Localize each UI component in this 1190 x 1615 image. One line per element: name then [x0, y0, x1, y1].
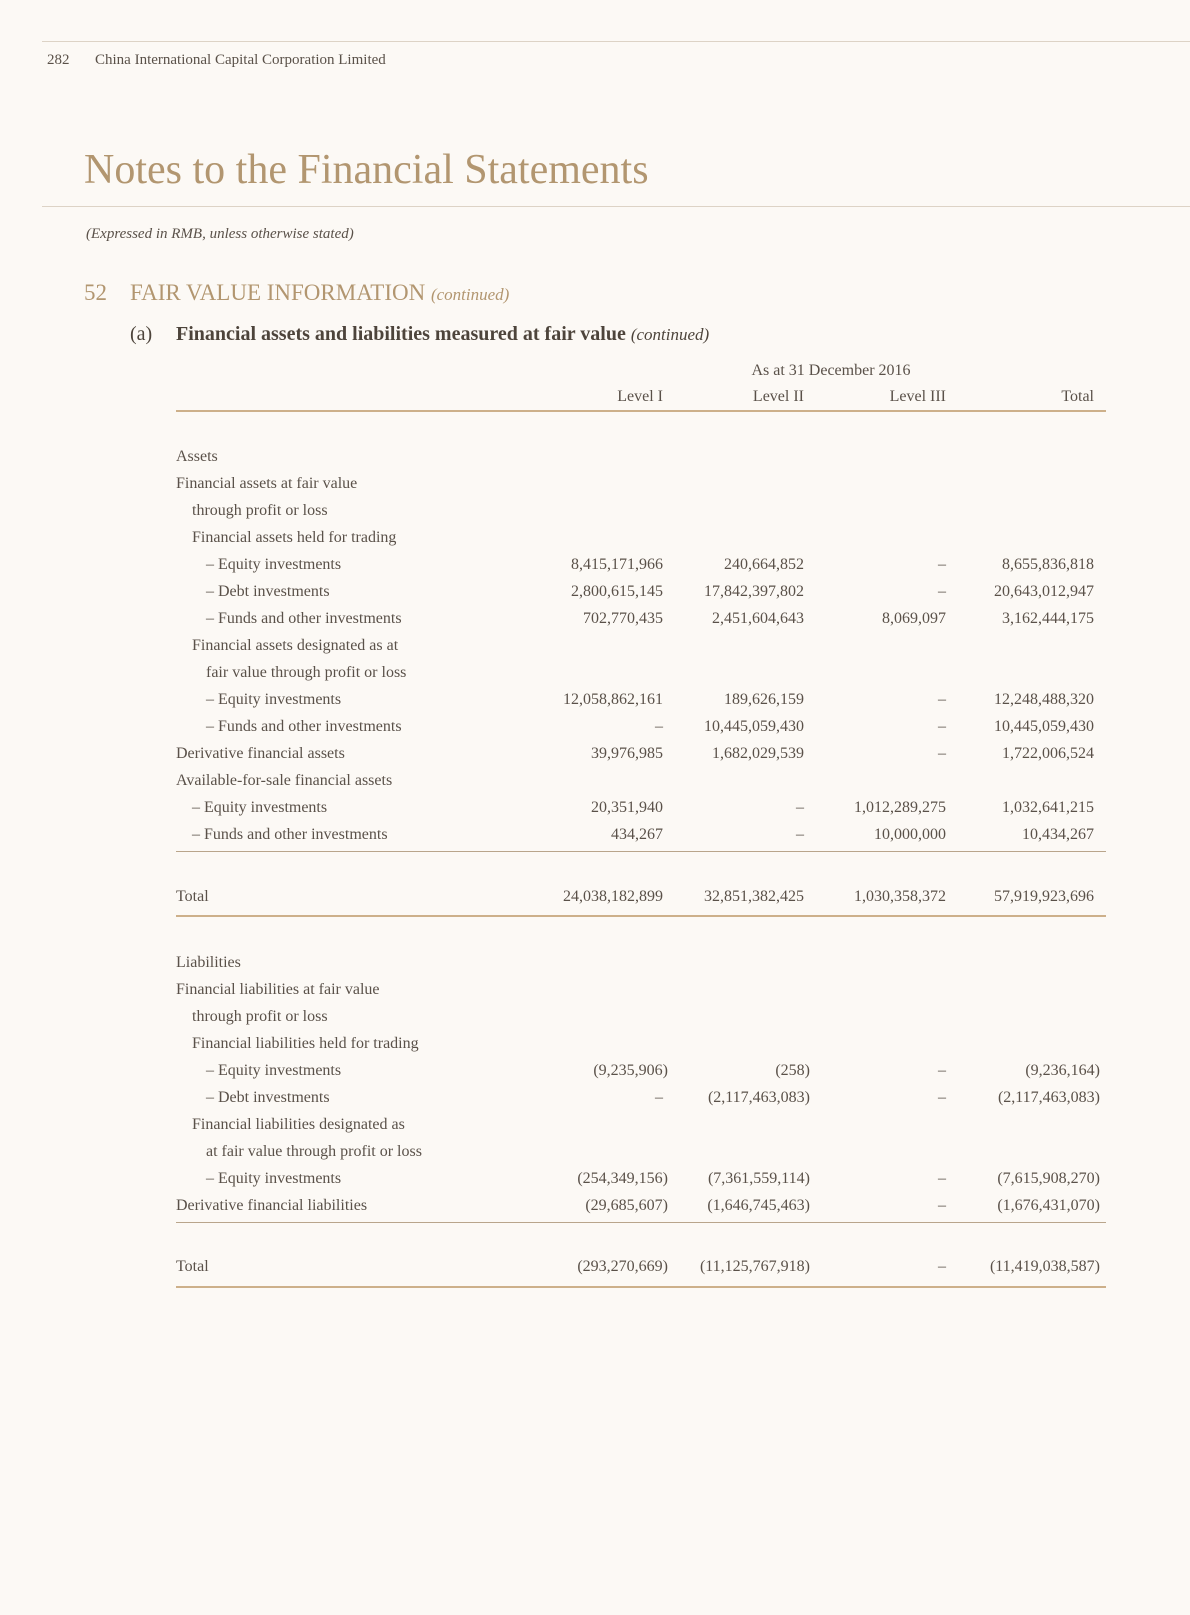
row-label: Derivative financial liabilities — [176, 1197, 368, 1214]
table-row — [176, 981, 1106, 1003]
row-label: Financial assets held for trading — [192, 529, 397, 546]
cell-level2: 17,842,397,802 — [704, 583, 804, 600]
table-row — [176, 1062, 1106, 1084]
table-row — [176, 826, 1106, 848]
table-row — [176, 799, 1106, 821]
cell-level2: – — [796, 826, 804, 843]
assets-heading: Assets — [176, 448, 218, 465]
table-row — [176, 637, 1106, 659]
cell-level2: 32,851,382,425 — [704, 888, 804, 905]
cell-total: 8,655,836,818 — [1002, 556, 1094, 573]
cell-level1: 39,976,985 — [591, 745, 663, 762]
cell-level1: – — [655, 718, 663, 735]
cell-level3: – — [938, 1197, 946, 1214]
subsection-continued: (continued) — [630, 325, 710, 344]
cell-total: (7,615,908,270) — [997, 1170, 1100, 1187]
table-row — [176, 1170, 1106, 1192]
cell-level3: 1,012,289,275 — [854, 799, 946, 816]
subsection-title: Financial assets and liabilities measured at fair value — [176, 323, 626, 345]
table-row — [176, 556, 1106, 578]
cell-level3: – — [938, 1062, 946, 1079]
cell-level1: 2,800,615,145 — [571, 583, 663, 600]
cell-level2: 2,451,604,643 — [712, 610, 804, 627]
cell-level3: – — [938, 1170, 946, 1187]
cell-total: 57,919,923,696 — [994, 888, 1094, 905]
table-row — [176, 610, 1106, 632]
header-underline — [176, 410, 1106, 412]
currency-note: (Expressed in RMB, unless otherwise stated) — [86, 226, 354, 242]
section-continued: (continued) — [430, 285, 510, 304]
cell-level2: (1,646,745,463) — [707, 1197, 810, 1214]
liabilities-heading-row — [176, 954, 1106, 976]
column-headers — [176, 388, 1106, 408]
row-label: through profit or loss — [192, 502, 328, 519]
table-row — [176, 502, 1106, 524]
table-row — [176, 1035, 1106, 1057]
running-header — [47, 52, 386, 69]
total-underline — [176, 915, 1106, 917]
row-label: through profit or loss — [192, 1008, 328, 1025]
row-label: – Funds and other investments — [206, 610, 402, 627]
table-row — [176, 664, 1106, 686]
page-title: Notes to the Financial Statements — [84, 147, 649, 193]
cell-total: (2,117,463,083) — [997, 1089, 1100, 1106]
row-label: at fair value through profit or loss — [206, 1143, 422, 1160]
row-label: Financial liabilities at fair value — [176, 981, 380, 998]
liabilities-total-row — [176, 1258, 1106, 1280]
cell-level3: – — [938, 556, 946, 573]
cell-level1: (254,349,156) — [577, 1170, 668, 1187]
cell-level3: – — [938, 718, 946, 735]
cell-level1: 434,267 — [611, 826, 663, 843]
subsection-label: (a) — [130, 323, 153, 345]
table-row — [176, 1089, 1106, 1111]
cell-level2: 189,626,159 — [724, 691, 804, 708]
company-name: China International Capital Corporation Limited — [95, 52, 386, 68]
subtotal-rule — [176, 1222, 1106, 1223]
cell-total: 20,643,012,947 — [994, 583, 1094, 600]
cell-level1: (293,270,669) — [577, 1258, 668, 1275]
row-label: Total — [176, 888, 209, 905]
cell-total: 1,032,641,215 — [1002, 799, 1094, 816]
cell-level2: 240,664,852 — [724, 556, 804, 573]
cell-total: (1,676,431,070) — [997, 1197, 1100, 1214]
cell-level2: (7,361,559,114) — [707, 1170, 810, 1187]
cell-total: 1,722,006,524 — [1002, 745, 1094, 762]
cell-level3: 8,069,097 — [882, 610, 946, 627]
col-header-total: Total — [1061, 388, 1094, 405]
header-rule — [42, 41, 1190, 42]
table-row — [176, 1116, 1106, 1138]
row-label: Financial liabilities designated as — [192, 1116, 405, 1133]
row-label: – Equity investments — [206, 1062, 342, 1079]
cell-total: (11,419,038,587) — [989, 1258, 1100, 1275]
row-label: – Debt investments — [206, 583, 330, 600]
section-number: 52 — [84, 280, 107, 305]
liabilities-heading: Liabilities — [176, 954, 241, 971]
row-label: Derivative financial assets — [176, 745, 345, 762]
assets-total-row — [176, 888, 1106, 910]
row-label: Financial assets designated as at — [192, 637, 399, 654]
period-header: As at 31 December 2016 — [751, 362, 911, 379]
cell-level1: (29,685,607) — [585, 1197, 668, 1214]
row-label: Available-for-sale financial assets — [176, 772, 393, 789]
col-header-level1: Level I — [617, 388, 663, 405]
row-label: Financial assets at fair value — [176, 475, 358, 492]
cell-level1: 12,058,862,161 — [563, 691, 663, 708]
row-label: fair value through profit or loss — [206, 664, 407, 681]
cell-total: 12,248,488,320 — [994, 691, 1094, 708]
cell-level3: – — [938, 691, 946, 708]
col-header-level2: Level II — [752, 388, 804, 405]
cell-level1: 8,415,171,966 — [571, 556, 663, 573]
cell-level3: – — [938, 1089, 946, 1106]
section-title: FAIR VALUE INFORMATION — [130, 280, 426, 305]
table-row — [176, 1008, 1106, 1030]
row-label: – Debt investments — [206, 1089, 330, 1106]
cell-level1: – — [655, 1089, 663, 1106]
cell-level2: (2,117,463,083) — [707, 1089, 810, 1106]
cell-level3: 1,030,358,372 — [854, 888, 946, 905]
cell-level3: – — [938, 745, 946, 762]
cell-level2: (11,125,767,918) — [699, 1258, 810, 1275]
table-row — [176, 583, 1106, 605]
row-label: Financial liabilities held for trading — [192, 1035, 419, 1052]
table-row — [176, 1143, 1106, 1165]
cell-total: 3,162,444,175 — [1002, 610, 1094, 627]
row-label: – Funds and other investments — [192, 826, 388, 843]
cell-level1: 702,770,435 — [583, 610, 663, 627]
assets-heading-row — [176, 448, 1106, 470]
section-heading — [84, 280, 509, 306]
subsection-heading — [130, 323, 709, 346]
page-number: 282 — [47, 52, 70, 68]
table-row — [176, 529, 1106, 551]
cell-level2: – — [796, 799, 804, 816]
cell-total: 10,434,267 — [1022, 826, 1094, 843]
table-row — [176, 691, 1106, 713]
table-row — [176, 745, 1106, 767]
cell-level3: 10,000,000 — [874, 826, 946, 843]
row-label: – Funds and other investments — [206, 718, 402, 735]
table-row — [176, 772, 1106, 794]
row-label: – Equity investments — [206, 1170, 342, 1187]
row-label: Total — [176, 1258, 209, 1275]
total-underline — [176, 1286, 1106, 1288]
cell-total: (9,236,164) — [1025, 1062, 1100, 1079]
cell-level3: – — [938, 1258, 946, 1275]
cell-level1: (9,235,906) — [593, 1062, 668, 1079]
cell-total: 10,445,059,430 — [994, 718, 1094, 735]
table-row — [176, 718, 1106, 740]
subtotal-rule — [176, 851, 1106, 852]
cell-level1: 24,038,182,899 — [563, 888, 663, 905]
row-label: – Equity investments — [206, 556, 342, 573]
col-header-level3: Level III — [889, 388, 946, 405]
cell-level2: 10,445,059,430 — [704, 718, 804, 735]
cell-level1: 20,351,940 — [591, 799, 663, 816]
cell-level2: (258) — [775, 1062, 810, 1079]
row-label: – Equity investments — [206, 691, 342, 708]
table-row — [176, 475, 1106, 497]
title-rule — [42, 206, 1190, 207]
table-row — [176, 1197, 1106, 1219]
cell-level2: 1,682,029,539 — [712, 745, 804, 762]
row-label: – Equity investments — [192, 799, 328, 816]
cell-level3: – — [938, 583, 946, 600]
